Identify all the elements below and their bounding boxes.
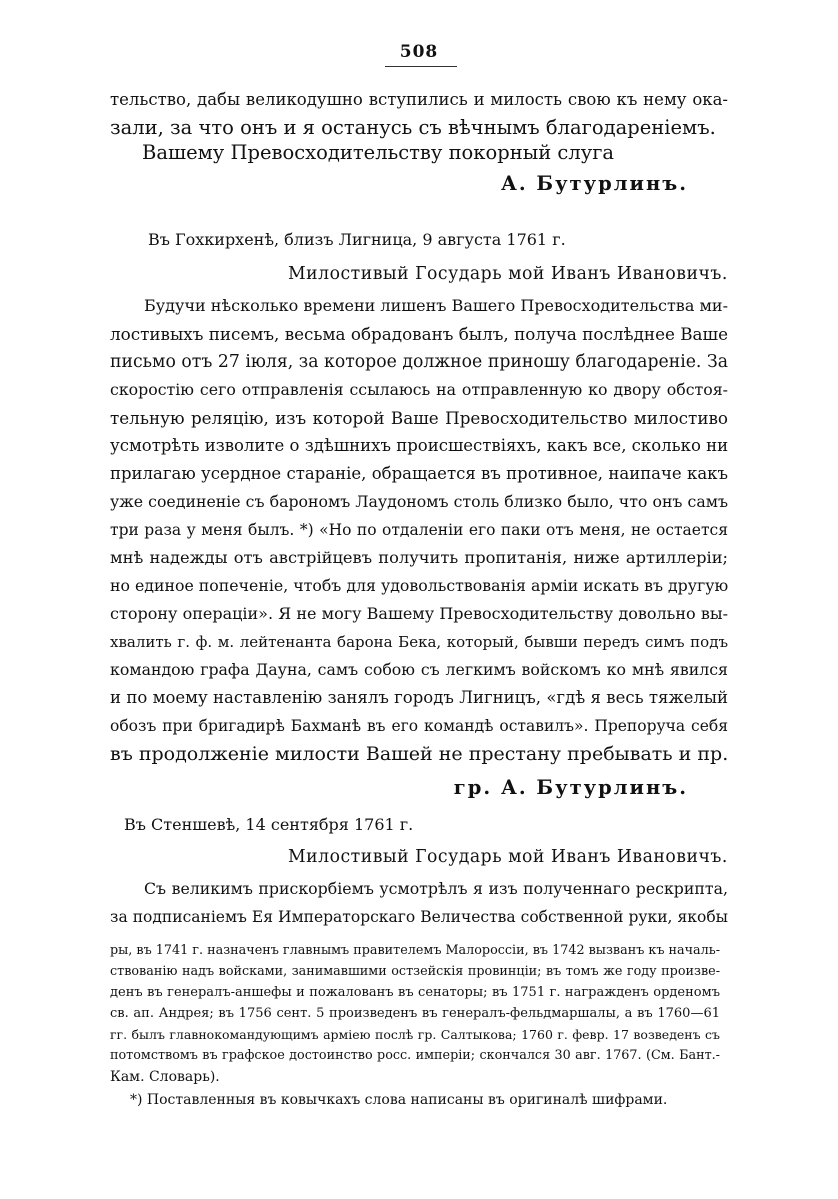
text-line: хвалить г. ф. м. лейтенанта барона Бека, который, бывши передъ симъ подъ <box>110 633 728 651</box>
footnote-line: ры, въ 1741 г. назначенъ главнымъ правителемъ Малороссіи, въ 1742 вызванъ къ началь- <box>110 943 720 958</box>
page-number: 508 <box>399 42 439 62</box>
text-line: письмо отъ 27 іюля, за которое должное приношу благодареніе. За <box>110 352 728 372</box>
text-line: тельную реляцію, изъ которой Ваше Превосходительство милостиво <box>110 408 728 428</box>
text-line: за подписаніемъ Ея Императорскаго Величества собственной руки, якобы <box>110 908 728 926</box>
text-line: лостивыхъ писемъ, весьма обрадованъ былъ, получа послѣднее Ваше <box>110 324 728 344</box>
text-line: въ продолженіе милости Вашей не престану пребывать и пр. <box>110 743 729 765</box>
signature: А. Бутурлинъ. <box>500 172 688 195</box>
footnote-line: потомствомъ въ графское достоинство росс. имперіи; скончался 30 авг. 1767. (См. Бант.- <box>110 1048 720 1063</box>
text-line: зали, за что онъ и я останусь съ вѣчнымъ благодареніемъ. <box>110 116 716 139</box>
salutation: Милостивый Государь мой Иванъ Ивановичъ. <box>288 847 728 867</box>
text-line: но единое попеченіе, чтобъ для удовольствованія арміи искать въ другую <box>110 576 729 595</box>
text-line: командою графа Дауна, самъ собою съ легкимъ войскомъ ко мнѣ явился <box>110 660 728 679</box>
place-date: Въ Стеншевѣ, 14 сентября 1761 г. <box>124 815 414 834</box>
text-line: обозъ при бригадирѣ Бахманѣ въ его командѣ оставилъ». Препоруча себя <box>110 717 728 735</box>
place-date: Въ Гохкирхенѣ, близъ Лигница, 9 августа 1761 г. <box>148 230 566 249</box>
footnote-line: Кам. Словарь). <box>110 1069 220 1085</box>
text-line: сторону операціи». Я не могу Вашему Превосходительству довольно вы- <box>110 604 728 623</box>
footnote-line: денъ въ генералъ-аншефы и пожалованъ въ сенаторы; въ 1751 г. награжденъ орденомъ <box>110 985 720 1000</box>
text-line: Будучи нѣсколько времени лишенъ Вашего Превосходительства ми- <box>144 296 728 315</box>
text-line: уже соединеніе съ барономъ Лаудономъ столь близко было, что онъ самъ <box>110 492 728 511</box>
text-line: три раза у меня былъ. *) «Но по отдаленіи его паки отъ меня, не остается <box>110 521 728 539</box>
text-line: тельство, дабы великодушно вступились и милость свою къ нему ока- <box>110 90 728 109</box>
footnote-line: св. ап. Андрея; въ 1756 сент. 5 произведенъ въ генералъ-фельдмаршалы, а въ 1760—61 <box>110 1006 720 1021</box>
footnote-line: гг. былъ главнокомандующимъ арміею послѣ гр. Салтыкова; 1760 г. февр. 17 возведенъ съ <box>110 1027 720 1042</box>
salutation: Милостивый Государь мой Иванъ Ивановичъ. <box>288 264 728 284</box>
text-line: скоростію сего отправленія ссылаюсь на отправленную ко двору обстоя- <box>110 380 728 399</box>
footnote-separator <box>110 927 730 928</box>
footnote-cipher-note: *) Поставленныя въ ковычкахъ слова написаны въ оригиналѣ шифрами. <box>130 1092 668 1108</box>
text-line: прилагаю усердное стараніе, обращается въ противное, наипаче какъ <box>110 464 728 483</box>
footnote-line: ствованію надъ войсками, занимавшими остзейскія провинціи; въ томъ же году произве- <box>110 964 720 979</box>
closing-line: Вашему Превосходительству покорный слуга <box>142 141 615 164</box>
text-line: и по моему наставленію занялъ городъ Лигницъ, «гдѣ я весь тяжелый <box>110 688 728 707</box>
signature: гр. А. Бутурлинъ. <box>453 776 688 799</box>
text-line: мнѣ надежды отъ австрійцевъ получить пропитанія, ниже артиллеріи; <box>110 548 728 567</box>
text-line: Съ великимъ прискорбіемъ усмотрѣлъ я изъ полученнаго рескрипта, <box>144 879 728 898</box>
page-number-rule <box>385 66 457 67</box>
text-line: усмотрѣть изволите о здѣшнихъ происшествіяхъ, какъ все, сколько ни <box>110 436 729 455</box>
